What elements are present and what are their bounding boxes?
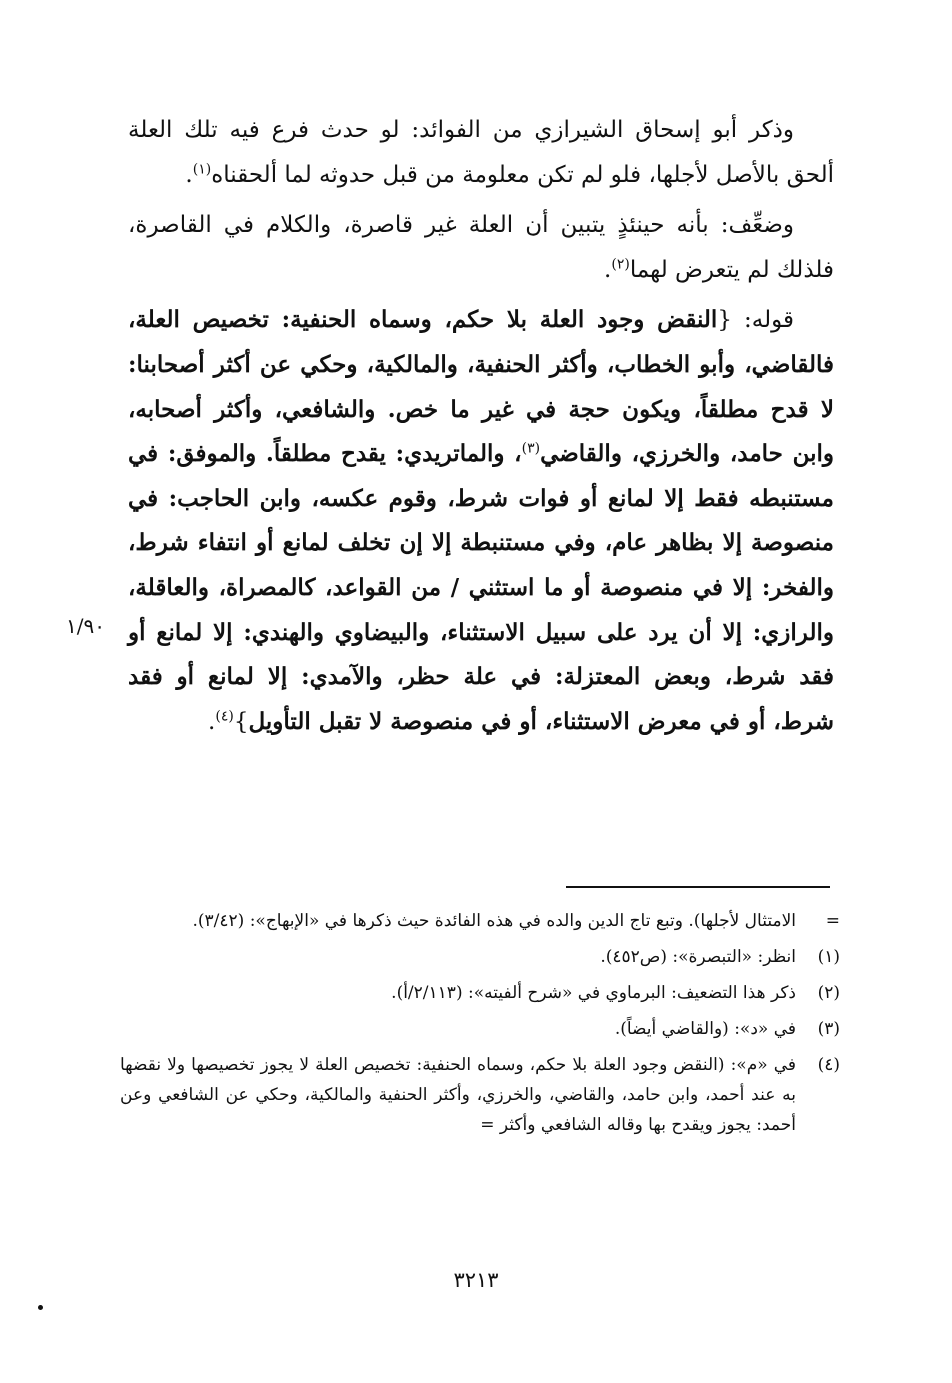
quote-close-brace: } — [233, 708, 249, 735]
paragraph-1 — [128, 108, 834, 197]
paragraph-2 — [128, 203, 834, 292]
main-text — [128, 108, 834, 744]
footnote-marker: = — [825, 911, 840, 931]
footnote-marker: (٢) — [817, 983, 840, 1003]
footnote-marker: (١) — [817, 947, 840, 967]
footnote-continuation — [120, 906, 840, 936]
footnote-4 — [120, 1050, 840, 1140]
paragraph-2-end: . — [604, 256, 612, 283]
paragraph-3-lead: قوله: { — [717, 307, 794, 334]
footnote-ref-1: (١) — [192, 160, 212, 177]
footnote-text: ذكر هذا التضعيف: البرماوي في «شرح ألفيته»: (٢/١١٣/أ). — [391, 983, 796, 1003]
footnote-text: في «م»: (النقض وجود العلة بلا حكم، وسماه الحنفية: تخصيص العلة لا يجوز تخصيصها ولا نقضها به عند أحمد، وابن حامد، والقاضي، والخرزي، وأكثر الحنفية والمالكية، وحكي عن الشافعي وعن أحمد: يجوز ويقدح بها وقاله الشافعي وأكثر = — [120, 1055, 796, 1135]
footnote-3 — [120, 1014, 840, 1044]
footnote-ref-3: (٣) — [521, 440, 541, 457]
footnote-separator — [566, 886, 830, 888]
paragraph-3-end: . — [208, 708, 216, 735]
scan-speck — [38, 1305, 43, 1310]
footnote-marker: (٣) — [817, 1019, 840, 1039]
footnote-1 — [120, 942, 840, 972]
paragraph-3 — [128, 298, 834, 744]
footnote-2 — [120, 978, 840, 1008]
footnote-ref-4: (٤) — [215, 708, 234, 725]
page-number: ٣٢١٣ — [453, 1268, 499, 1292]
manuscript-folio-note: ١/٩٠ — [66, 614, 105, 638]
footnote-text: الامتثال لأجلها). وتبع تاج الدين والده في هذه الفائدة حيث ذكرها في «الإبهاج»: (٣/٤٢). — [192, 911, 796, 931]
footnotes — [120, 906, 840, 1146]
footnote-text: انظر: «التبصرة»: (ص٤٥٢). — [600, 947, 796, 967]
footnote-marker: (٤) — [817, 1055, 840, 1075]
footnote-ref-2: (٢) — [611, 256, 630, 273]
footnote-text: في «د»: (والقاضي أيضاً). — [614, 1019, 796, 1039]
paragraph-1-text: وذكر أبو إسحاق الشيرازي من الفوائد: لو حدث فرع فيه تلك العلة ألحق بالأصل لأجلها، فلو لم تكن معلومة من قبل حدوثه لما ألحقناه — [128, 117, 834, 188]
paragraph-1-end: . — [185, 161, 193, 188]
quoted-text-a: النقض وجود العلة بلا حكم، وسماه الحنفية: تخصيص العلة، فالقاضي، وأبو الخطاب، وأكثر الحنفية، والمالكية، وحكي عن أكثر أصحابنا: لا قدح مطلقاً، ويكون حجة في غير ما خص. والشافعي، وأكثر أصحابه، وابن حامد، والخرزي، والقاضي — [128, 306, 834, 468]
quoted-text-b: ، والماتريدي: يقدح مطلقاً. والموفق: في مستنبطه فقط إلا لمانع أو فوات شرط، وقوم عكسه، وابن الحاجب: في منصوصة إلا بظاهر عام، وفي مستنبطة إلا إن تخلف لمانع أو انتفاء شرط، والفخر: إلا في منصوصة أو ما استثني / من القواعد، كالمصراة، والعاقلة، والرازي: إلا أن يرد على سبيل الاستثناء، والبيضاوي والهندي: إلا لمانع أو فقد شرط، وبعض المعتزلة: في علة حظر، والآمدي: إلا لمانع أو فقد شرط، أو في معرض الاستثناء، أو في منصوصة لا تقبل التأويل — [128, 440, 834, 735]
paragraph-2-text: وضعِّف: بأنه حينئذٍ يتبين أن العلة غير قاصرة، والكلام في القاصرة، فلذلك لم يتعرض لهما — [128, 212, 834, 283]
